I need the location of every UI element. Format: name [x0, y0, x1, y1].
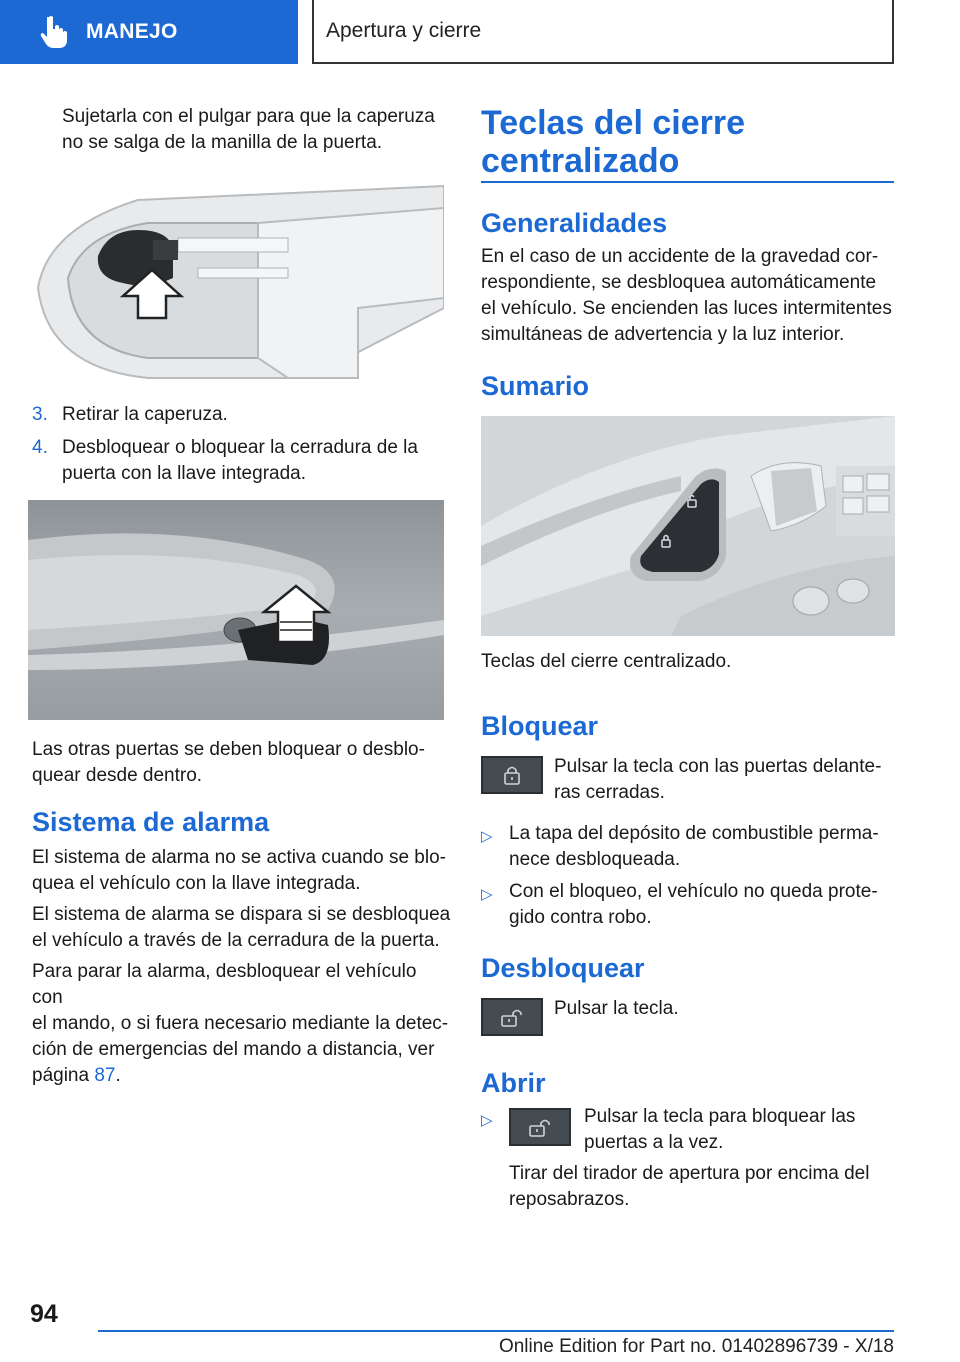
door-handle-cap-illustration [28, 178, 444, 382]
triangle-right-icon: ▷ [481, 886, 493, 903]
summary-caption: Teclas del cierre centralizado. [481, 651, 732, 672]
pointing-hand-icon [40, 15, 68, 49]
triangle-right-icon: ▷ [481, 1112, 493, 1129]
section-label: MANEJO [86, 20, 178, 43]
open-button-image [509, 1108, 571, 1146]
unlock-button-image [481, 998, 543, 1036]
lock-heading: Bloquear [481, 711, 599, 741]
open-text-2: Tirar del tirador de apertura por encima del reposabrazos. [509, 1163, 870, 1210]
lock-bullet-1: ▷ La tapa del depósito de combustible perma- nece desbloqueada. [481, 823, 879, 870]
triangle-right-icon: ▷ [481, 828, 493, 845]
intro-text: Sujetarla con el pulgar para que la caperuza no se salga de la manilla de la puerta. [62, 106, 435, 153]
lock-text: Pulsar la tecla con las puertas delante- ras cerradas. [554, 756, 882, 803]
open-heading: Abrir [481, 1068, 546, 1098]
chapter-title: Apertura y cierre [326, 19, 482, 42]
unlock-heading: Desbloquear [481, 953, 645, 983]
page-number: 94 [30, 1300, 58, 1328]
lock-closed-icon [501, 764, 523, 786]
footer-rule [98, 1330, 894, 1332]
edition-text: Online Edition for Part no. 01402896739 - X/18 [498, 1336, 894, 1357]
summary-heading: Sumario [481, 371, 590, 401]
chapter-title-box [312, 0, 894, 64]
step-4: 4. Desbloquear o bloquear la cerradura de la puerta con la llave integrada. [32, 437, 418, 484]
title-rule [481, 181, 894, 183]
step-3: 3. Retirar la caperuza. [32, 404, 228, 425]
alarm-heading: Sistema de alarma [32, 807, 270, 837]
key-in-lock-illustration [28, 500, 444, 720]
lock-bullet-2: ▷ Con el bloqueo, el vehículo no queda prote- gido contra robo. [481, 881, 878, 928]
open-text: Pulsar la tecla para bloquear las puertas a la vez. [584, 1106, 856, 1153]
general-heading: Generalidades [481, 208, 668, 238]
unlock-text: Pulsar la tecla. [554, 998, 679, 1019]
alarm-paragraph-2: El sistema de alarma se dispara si se desbloquea el vehículo a través de la cerradura de la puerta. [32, 904, 451, 951]
lock-open-icon [527, 1116, 553, 1138]
alarm-paragraph-1: El sistema de alarma no se activa cuando se blo- quea el vehículo con la llave integrada. [32, 847, 446, 894]
other-doors-text: Las otras puertas se deben bloquear o desblo- quear desde dentro. [32, 739, 425, 786]
general-text: En el caso de un accidente de la gravedad cor- respondiente, se desbloquea automáticamente el vehículo. Se encienden las luces intermitentes simultáneas de advertencia y la luz interior. [481, 246, 892, 345]
lock-button-image [481, 756, 543, 794]
main-title: Teclas del cierre centralizado [481, 104, 745, 180]
lock-open-icon [499, 1006, 525, 1028]
page-reference-link[interactable]: 87 [94, 1065, 116, 1086]
alarm-paragraph-3: Para parar la alarma, desbloquear el vehículo con el mando, o si fuera necesario mediante la detec- ción de emergencias del mando a distancia, ver página 87. [32, 961, 449, 1086]
section-tab [0, 0, 298, 64]
central-locking-buttons-illustration [481, 416, 895, 636]
